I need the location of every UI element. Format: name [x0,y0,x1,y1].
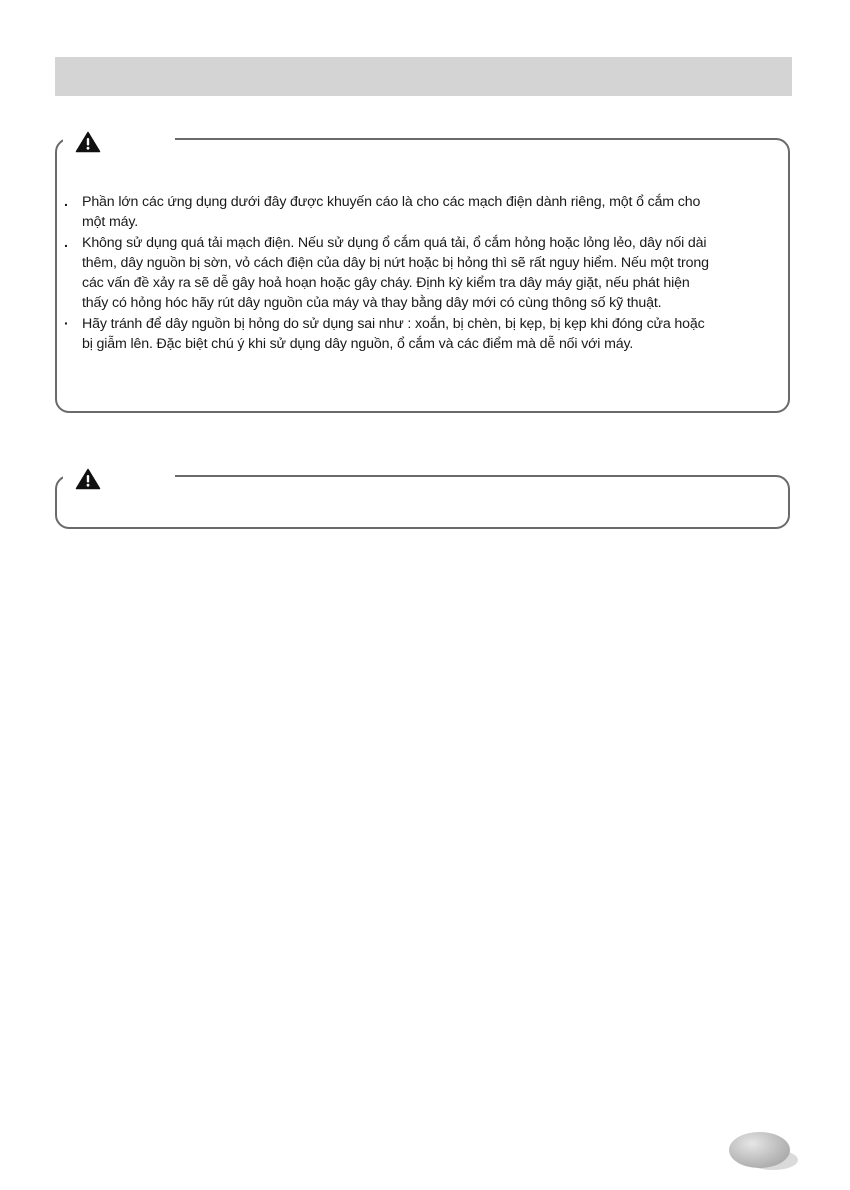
text-line: các vấn đề xảy ra sẽ dễ gây hoả hoạn hoặc gây cháy. Định kỳ kiểm tra dây máy giặt, nếu phát hiện [82,275,690,292]
warning-box-electrical [55,138,790,413]
text-line: Không sử dụng quá tải mạch điện. Nếu sử dụng ổ cắm quá tải, ổ cắm hỏng hoặc lỏng lẻo, dây nối dài [82,234,707,251]
warning-triangle-icon [75,131,101,153]
warning-label [63,463,175,489]
bullet-mark: · [64,315,69,332]
bullet-mark: . [64,234,68,251]
text-line: Hãy tránh để dây nguồn bị hỏng do sử dụng sai như : xoắn, bị chèn, bị kẹp, bị kẹp khi đóng cửa hoặc [82,315,705,332]
text-line: thấy có hỏng hóc hãy rút dây nguồn của máy và thay bằng dây mới có cùng thông số kỹ thuật. [82,295,662,312]
bullet-item [64,192,782,233]
bullet-mark: . [64,194,68,210]
warning-text-body [64,192,782,354]
bullet-item [64,314,782,355]
warning-label [63,126,175,152]
text-line: một máy. [82,214,139,231]
section-header-bar [55,57,792,96]
page-number-oval [729,1132,790,1168]
warning-triangle-icon [75,468,101,490]
bullet-item [64,233,782,314]
warning-box-second [55,475,790,529]
text-line: Phần lớn các ứng dụng dưới đây được khuyến cáo là cho các mạch điện dành riêng, một ổ cắm cho [82,194,701,210]
text-line: thêm, dây nguồn bị sờn, vỏ cách điện của dây bị nứt hoặc bị hỏng thì sẽ rất nguy hiểm. Nếu một trong [82,254,709,271]
text-line: bị giẫm lên. Đặc biệt chú ý khi sử dụng dây nguồn, ổ cắm và các điểm mà dễ nối với máy. [82,336,634,353]
